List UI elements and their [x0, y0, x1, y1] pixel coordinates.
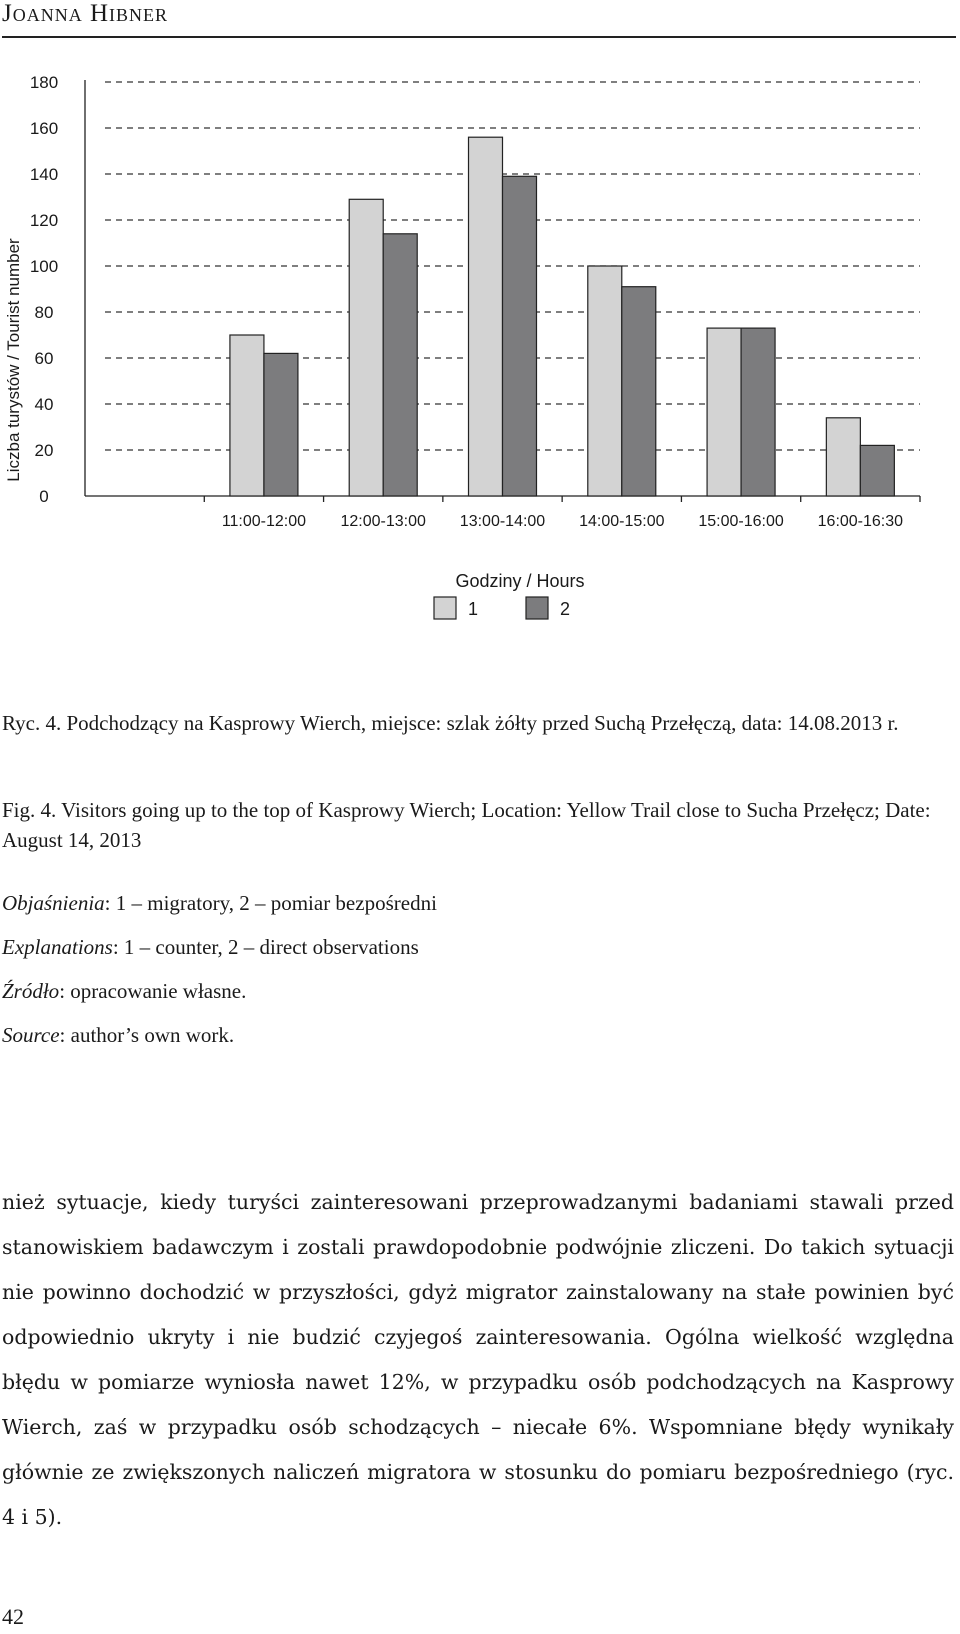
bar-series-2: [860, 445, 894, 496]
explanations-en: [2, 932, 952, 962]
explanations-pl-text: : 1 – migratory, 2 – pomiar bezpośredni: [104, 891, 437, 915]
source-en: [2, 1020, 952, 1050]
source-pl: [2, 976, 952, 1006]
x-tick-label: 13:00-14:00: [459, 513, 546, 530]
y-axis-label: Liczba turystów / Tourist number: [4, 238, 23, 482]
author-name: Joanna Hibner: [2, 0, 169, 27]
explanations-en-label: Explanations: [2, 935, 113, 959]
source-en-text: : author’s own work.: [59, 1023, 235, 1047]
bar-series-1: [349, 199, 383, 496]
bar-series-1: [469, 137, 503, 496]
y-tick-label: 140: [29, 165, 59, 184]
caption-en: Fig. 4. Visitors going up to the top of Kasprowy Wierch; Location: Yellow Trail close to Sucha Przełęcz; Date: August 14, 2013: [2, 798, 931, 852]
x-tick-label: 16:00-16:30: [817, 513, 904, 530]
legend-label-2: 2: [560, 599, 571, 619]
y-tick-label: 180: [29, 73, 59, 92]
y-tick-label: 120: [29, 211, 59, 230]
y-tick-label: 60: [34, 349, 54, 368]
bar-series-2: [622, 287, 656, 496]
source-pl-text: : opracowanie własne.: [59, 979, 247, 1003]
bars: [230, 137, 894, 496]
explanations-pl-label: Objaśnienia: [2, 891, 105, 915]
y-tick-label: 40: [34, 395, 54, 414]
source-en-label: Source: [2, 1023, 60, 1047]
source-pl-label: Źródło: [2, 979, 60, 1003]
legend-swatch-1: [434, 597, 456, 619]
bar-series-1: [230, 335, 264, 496]
x-tick-label: 11:00-12:00: [221, 513, 307, 530]
y-tick-label: 0: [39, 487, 49, 506]
caption-pl: Ryc. 4. Podchodzący na Kasprowy Wierch, miejsce: szlak żółty przed Suchą Przełęczą, data: 14.08.2013 r.: [2, 711, 899, 735]
explanations-pl: [2, 888, 952, 918]
legend-swatch-2: [526, 597, 548, 619]
bar-series-1: [707, 328, 741, 496]
y-tick-label: 160: [29, 119, 59, 138]
bar-series-1: [588, 266, 622, 496]
y-tick-label: 80: [34, 303, 54, 322]
running-header: [2, 0, 956, 38]
page-number: 42: [2, 1604, 24, 1629]
bar-series-2: [383, 234, 417, 496]
legend: [434, 597, 570, 619]
x-tick-label: 15:00-16:00: [698, 513, 784, 530]
x-tick-label: 12:00-13:00: [340, 513, 426, 530]
y-tick-label: 20: [34, 441, 54, 460]
bar-series-2: [264, 353, 298, 496]
bar-chart: [0, 60, 960, 660]
bar-series-2: [503, 176, 537, 496]
bar-series-2: [741, 328, 775, 496]
x-axis-label: Godziny / Hours: [455, 571, 585, 591]
body-paragraph: nież sytuacje, kiedy turyści zainteresowani przeprowadzanymi badaniami stawali przed stanowiskiem badawczym i zostali prawdopodobnie podwójnie zliczeni. Do takich sytuacji nie powinno dochodzić w przyszłości, gdyż migrator zainstalowany na stałe powinien być odpowiednio ukryty i nie budzić czyjegoś zainteresowania. Ogólna wielkość względna błędu w pomiarze wyniosła nawet 12%, w przypadku osób podchodzących na Kasprowy Wierch, zaś w przypadku osób schodzących – niecałe 6%. Wspomniane błędy wynikały głównie ze zwiększonych naliczeń migratora w stosunku do pomiaru bezpośredniego (ryc. 4 i 5).: [2, 1190, 954, 1529]
x-tick-label: 14:00-15:00: [579, 513, 665, 530]
bar-series-1: [826, 418, 860, 496]
legend-label-1: 1: [468, 599, 479, 619]
y-tick-label: 100: [29, 257, 59, 276]
explanations-en-text: : 1 – counter, 2 – direct observations: [112, 935, 419, 959]
